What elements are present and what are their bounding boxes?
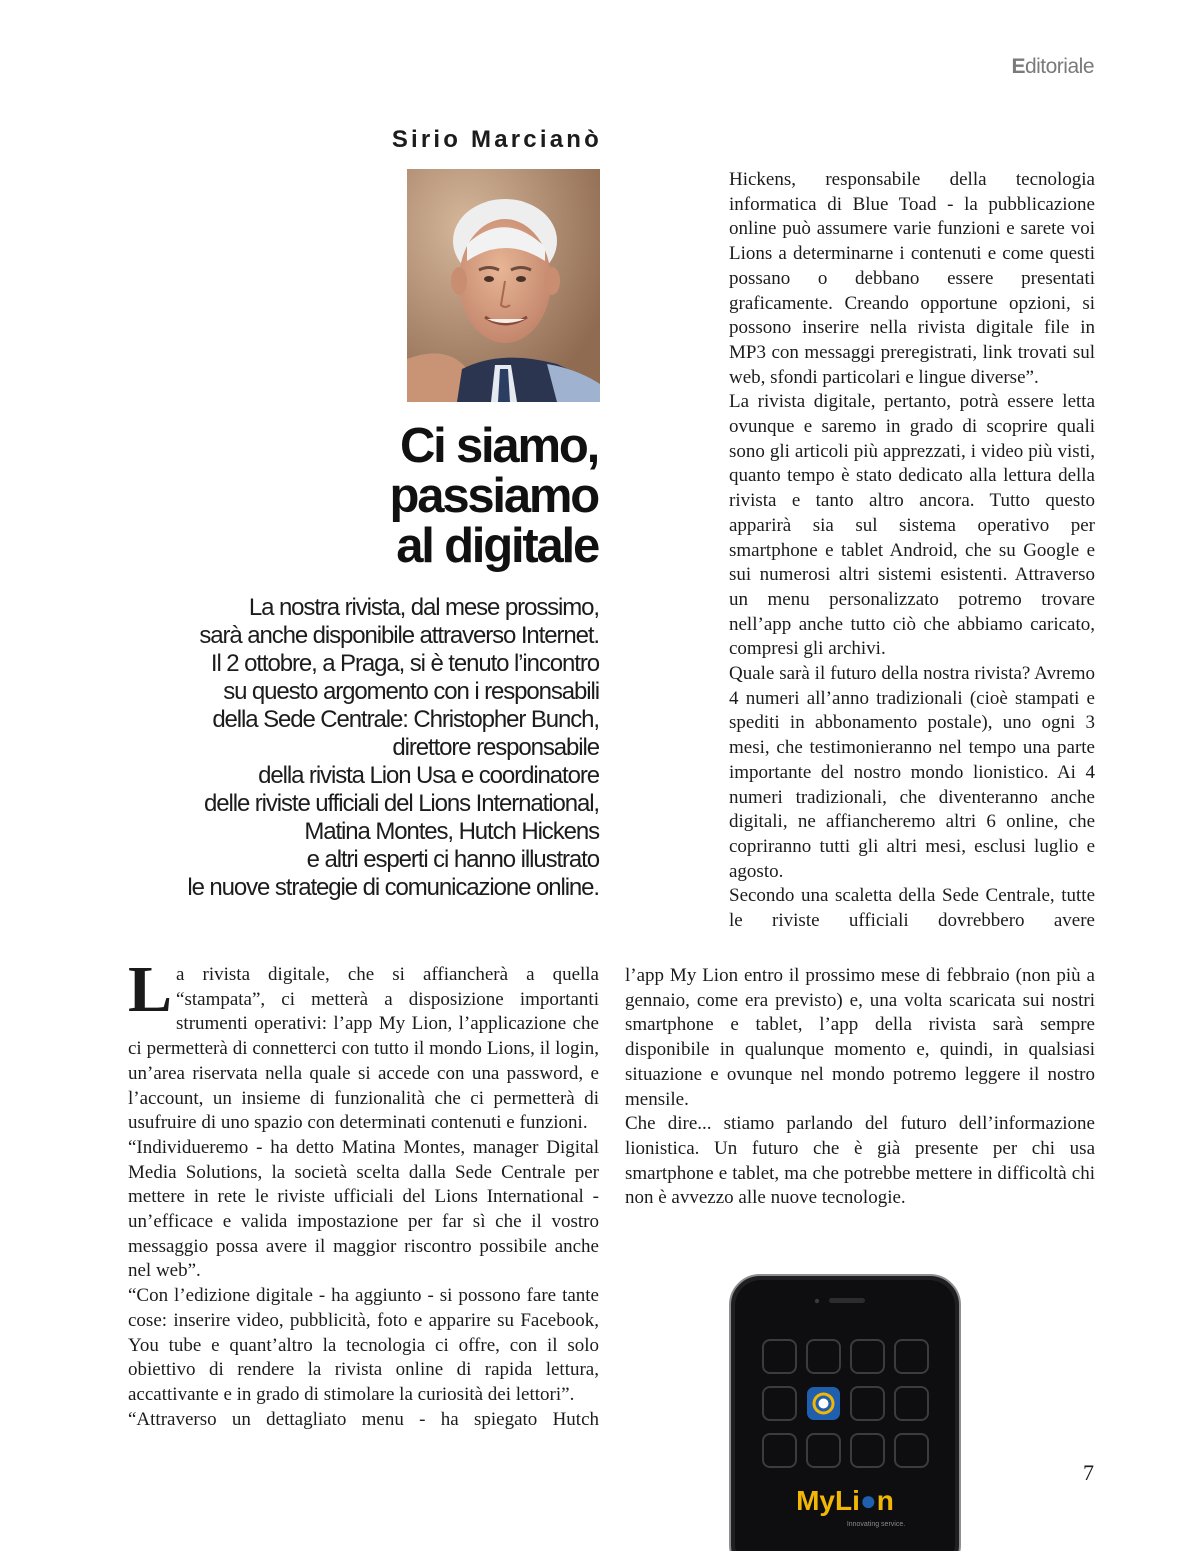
lions-logo-o-icon: ● (859, 1485, 877, 1516)
headline-line: al digitale (396, 519, 598, 573)
standfirst-line: della rivista Lion Usa e coordinatore (258, 762, 599, 789)
body-paragraph: l’app My Lion entro il prossimo mese di febbraio (non più a gennaio, come era previsto) e, una volta scaricata sui nostri smartphone e tablet, l’app della rivista sarà sempre disponibile in qualunque momento e, quindi, in qualsiasi situazione e ovunque nel mondo potremo leggere il nostro mensile. (625, 965, 1095, 1110)
article-standfirst (79, 594, 599, 902)
headline-line: Ci siamo, (399, 419, 598, 473)
body-paragraph: Che dire... stiamo parlando del futuro dell’informazione lionistica. Un futuro che è già presente per chi usa smartphone e tablet, ma che potrebbe mettere in difficoltà chi non è avvezzo alle nuove tecnologie. (625, 1113, 1095, 1209)
standfirst-line: della Sede Centrale: Christopher Bunch, (212, 706, 599, 733)
body-paragraph: Secondo una scaletta della Sede Centrale, tutte le riviste ufficiali dovrebbero avere (729, 885, 1095, 932)
body-paragraph: “Individueremo - ha detto Matina Montes, manager Digital Media Solutions, la società scelta dalla Sede Centrale per mettere in rete le riviste ufficiali del Lions International - un’efficace e valida impostazione per far sì che il vostro messaggio possa avere il maggior riscontro possibile anche nel web”. (128, 1136, 599, 1282)
body-column-left (128, 953, 599, 1432)
portrait-photo (407, 169, 600, 402)
mylion-phone-image (729, 1274, 961, 1551)
standfirst-line: direttore responsabile (392, 734, 599, 761)
body-paragraph: La rivista digitale, che si affiancherà a quella “stampata”, ci metterà a disposizione importanti strumenti operativi: l’app My Lion, l’applicazione che ci permetterà di connetterci con tutto il mondo Lions, il login, un’area riservata nella quale si accede con una password, e l’account, un insieme di funzionalità che ci permetterà di usufruire di uno spazio con determinati contenuti e funzioni. (128, 953, 599, 1134)
headline-line: passiamo (389, 469, 598, 523)
standfirst-line: sarà anche disponibile attraverso Internet. (199, 622, 599, 649)
mylion-tagline: Innovating service. (846, 1521, 906, 1528)
body-paragraph: “Con l’edizione digitale - ha aggiunto - si possono fare tante cose: inserire video, pubblicità, foto e apparire su Facebook, You tube e quant’altro la tecnologia ci offre, con il solo obiettivo di rendere la rivista online di rapida lettura, accattivante e in grado di stimolare la curiosità dei lettori”. (128, 1285, 599, 1405)
body-paragraph: La rivista digitale, pertanto, potrà essere letta ovunque e saremo in grado di scoprire quali sono gli articoli più apprezzati, i video più visti, quanto tempo è stato dedicato alla lettura della rivista e tanto altro ancora. Tutto questo apparirà sia sul sistema operativo per smartphone e tablet Android, che su Google e sui numerosi altri sistemi esistenti. Attraverso un menu personalizzato potremo trovare nell’app anche tutto ciò che abbiamo caricato, compresi gli archivi. (729, 391, 1095, 660)
body-column-right-top (729, 168, 1095, 934)
standfirst-line: e altri esperti ci hanno illustrato (306, 846, 599, 873)
standfirst-line: La nostra rivista, dal mese prossimo, (248, 594, 599, 621)
standfirst-line: su questo argomento con i responsabili (223, 678, 599, 705)
body-paragraph: Quale sarà il futuro della nostra rivista? Avremo 4 numeri all’anno tradizionali (cioè stampati e spediti in abbonamento postale), uno ogni 3 mesi, che testimonieranno nel tempo una parte importante del nostro mondo lionistico. Ai 4 numeri tradizionali, che diventeranno anche digitali, ne affiancheremo altri 6 online, che copriranno tutti gli altri mesi, esclusi luglio e agosto. (729, 663, 1095, 882)
mylion-logo: MyLi●n (796, 1485, 894, 1516)
page-number: 7 (1083, 1460, 1094, 1485)
standfirst-line: Matina Montes, Hutch Hickens (304, 818, 599, 845)
body-paragraph: “Attraverso un dettagliato menu - ha spiegato Hutch (128, 1408, 599, 1430)
author-portrait (407, 169, 600, 402)
body-column-right-bottom (625, 964, 1095, 1211)
lions-app-icon (807, 1387, 840, 1420)
section-label: Editoriale (1011, 55, 1094, 78)
standfirst-line: le nuove strategie di comunicazione online. (187, 874, 599, 901)
author-byline: Sirio Marcianò (391, 126, 602, 153)
drop-cap: L (128, 953, 173, 1026)
article-headline (38, 421, 598, 571)
body-paragraph: Hickens, responsabile della tecnologia informatica di Blue Toad - la pubblicazione online può assumere varie funzioni e sarete voi Lions a determinarne i contenuti e come questi possano o debbano essere presentati graficamente. Creando opportune opzioni, si possono inserire nella rivista digitale file in MP3 con messaggi preregistrati, link trovati sul web, sfondi particolari e lingue diverse”. (729, 169, 1095, 388)
standfirst-line: delle riviste ufficiali del Lions International, (203, 790, 599, 817)
standfirst-line: Il 2 ottobre, a Praga, si è tenuto l’incontro (210, 650, 599, 677)
phone-illustration (729, 1274, 961, 1551)
